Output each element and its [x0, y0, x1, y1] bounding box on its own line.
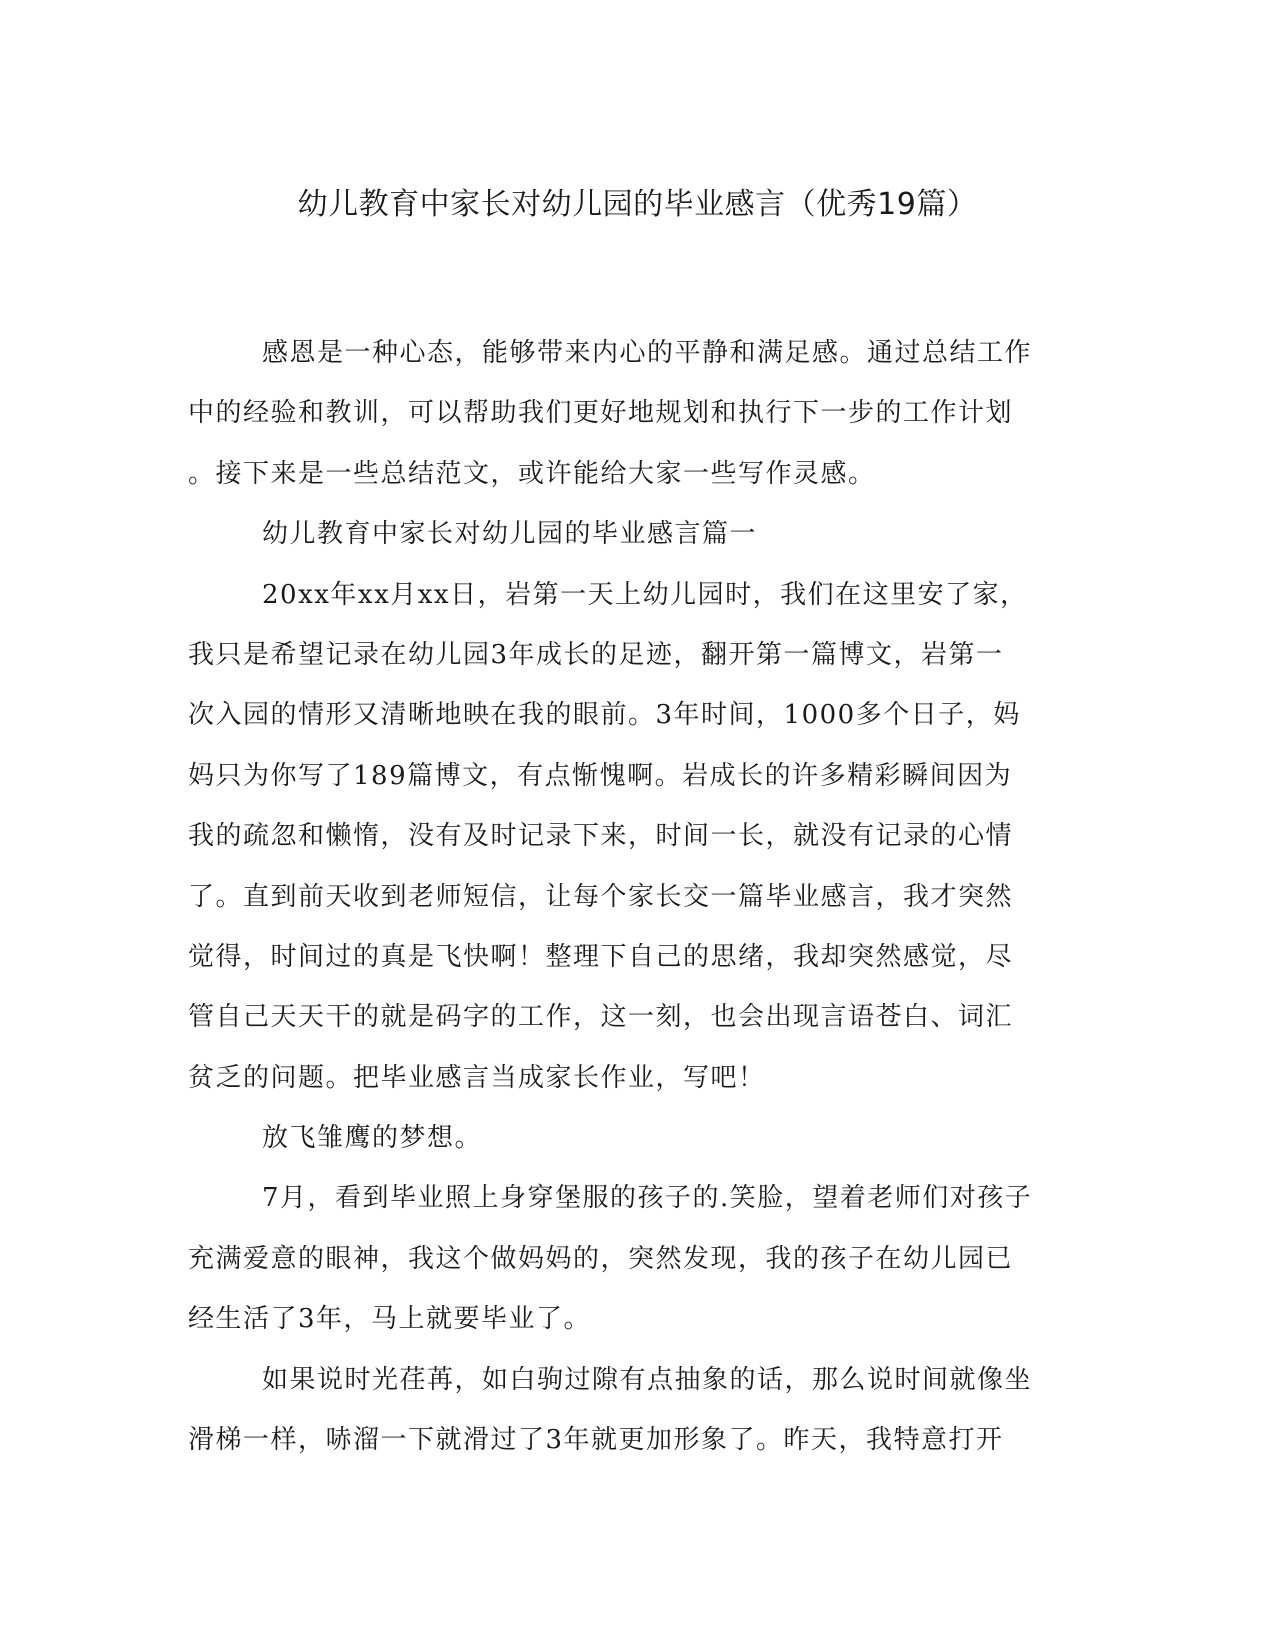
body-line: 放飞雏鹰的梦想。 — [262, 1123, 483, 1154]
body-line: 如果说时光荏苒，如白驹过隙有点抽象的话，那么说时间就像坐 — [262, 1364, 1033, 1395]
document-body — [188, 323, 1068, 1470]
body-line: 贫乏的问题。把毕业感言当成家长作业，写吧！ — [188, 1062, 766, 1093]
body-line: 了。直到前天收到老师短信，让每个家长交一篇毕业感言，我才突然 — [188, 881, 1014, 912]
body-line: 滑梯一样，哧溜一下就滑过了3年就更加形象了。昨天，我特意打开 — [188, 1425, 1004, 1456]
body-line: 7月，看到毕业照上身穿堡服的孩子的.笑脸，望着老师们对孩子 — [262, 1183, 1033, 1214]
body-line: 我只是希望记录在幼儿园3年成长的足迹，翻开第一篇博文，岩第一 — [188, 639, 1004, 670]
body-line: 感恩是一种心态，能够带来内心的平静和满足感。通过总结工作 — [262, 338, 1033, 368]
body-line: 觉得，时间过的真是飞快啊！整理下自己的思绪，我却突然感觉，尽 — [188, 941, 1014, 972]
body-line: 妈只为你写了189篇博文，有点惭愧啊。岩成长的许多精彩瞬间因为 — [188, 760, 1013, 791]
body-line: 充满爱意的眼神，我这个做妈妈的，突然发现，我的孩子在幼儿园已 — [188, 1243, 1014, 1274]
section-heading: 幼儿教育中家长对幼儿园的毕业感言篇一 — [262, 519, 758, 550]
body-line: 管自己天天干的就是码字的工作，这一刻，也会出现言语苍白、词汇 — [188, 1002, 1014, 1033]
body-line: 我的疏忽和懒惰，没有及时记录下来，时间一长，就没有记录的心情 — [188, 821, 1014, 852]
body-line: 经生活了3年，马上就要毕业了。 — [188, 1304, 592, 1335]
body-line: 20xx年xx月xx日，岩第一天上幼儿园时，我们在这里安了家， — [262, 579, 1028, 610]
body-line: 次入园的情形又清晰地映在我的眼前。3年时间，1000多个日子，妈 — [188, 700, 1021, 731]
body-line: 。接下来是一些总结范文，或许能给大家一些写作灵感。 — [188, 458, 876, 489]
document-title: 幼儿教育中家长对幼儿园的毕业感言（优秀19篇） — [297, 187, 978, 222]
body-line: 中的经验和教训，可以帮助我们更好地规划和执行下一步的工作计划 — [188, 398, 1014, 429]
